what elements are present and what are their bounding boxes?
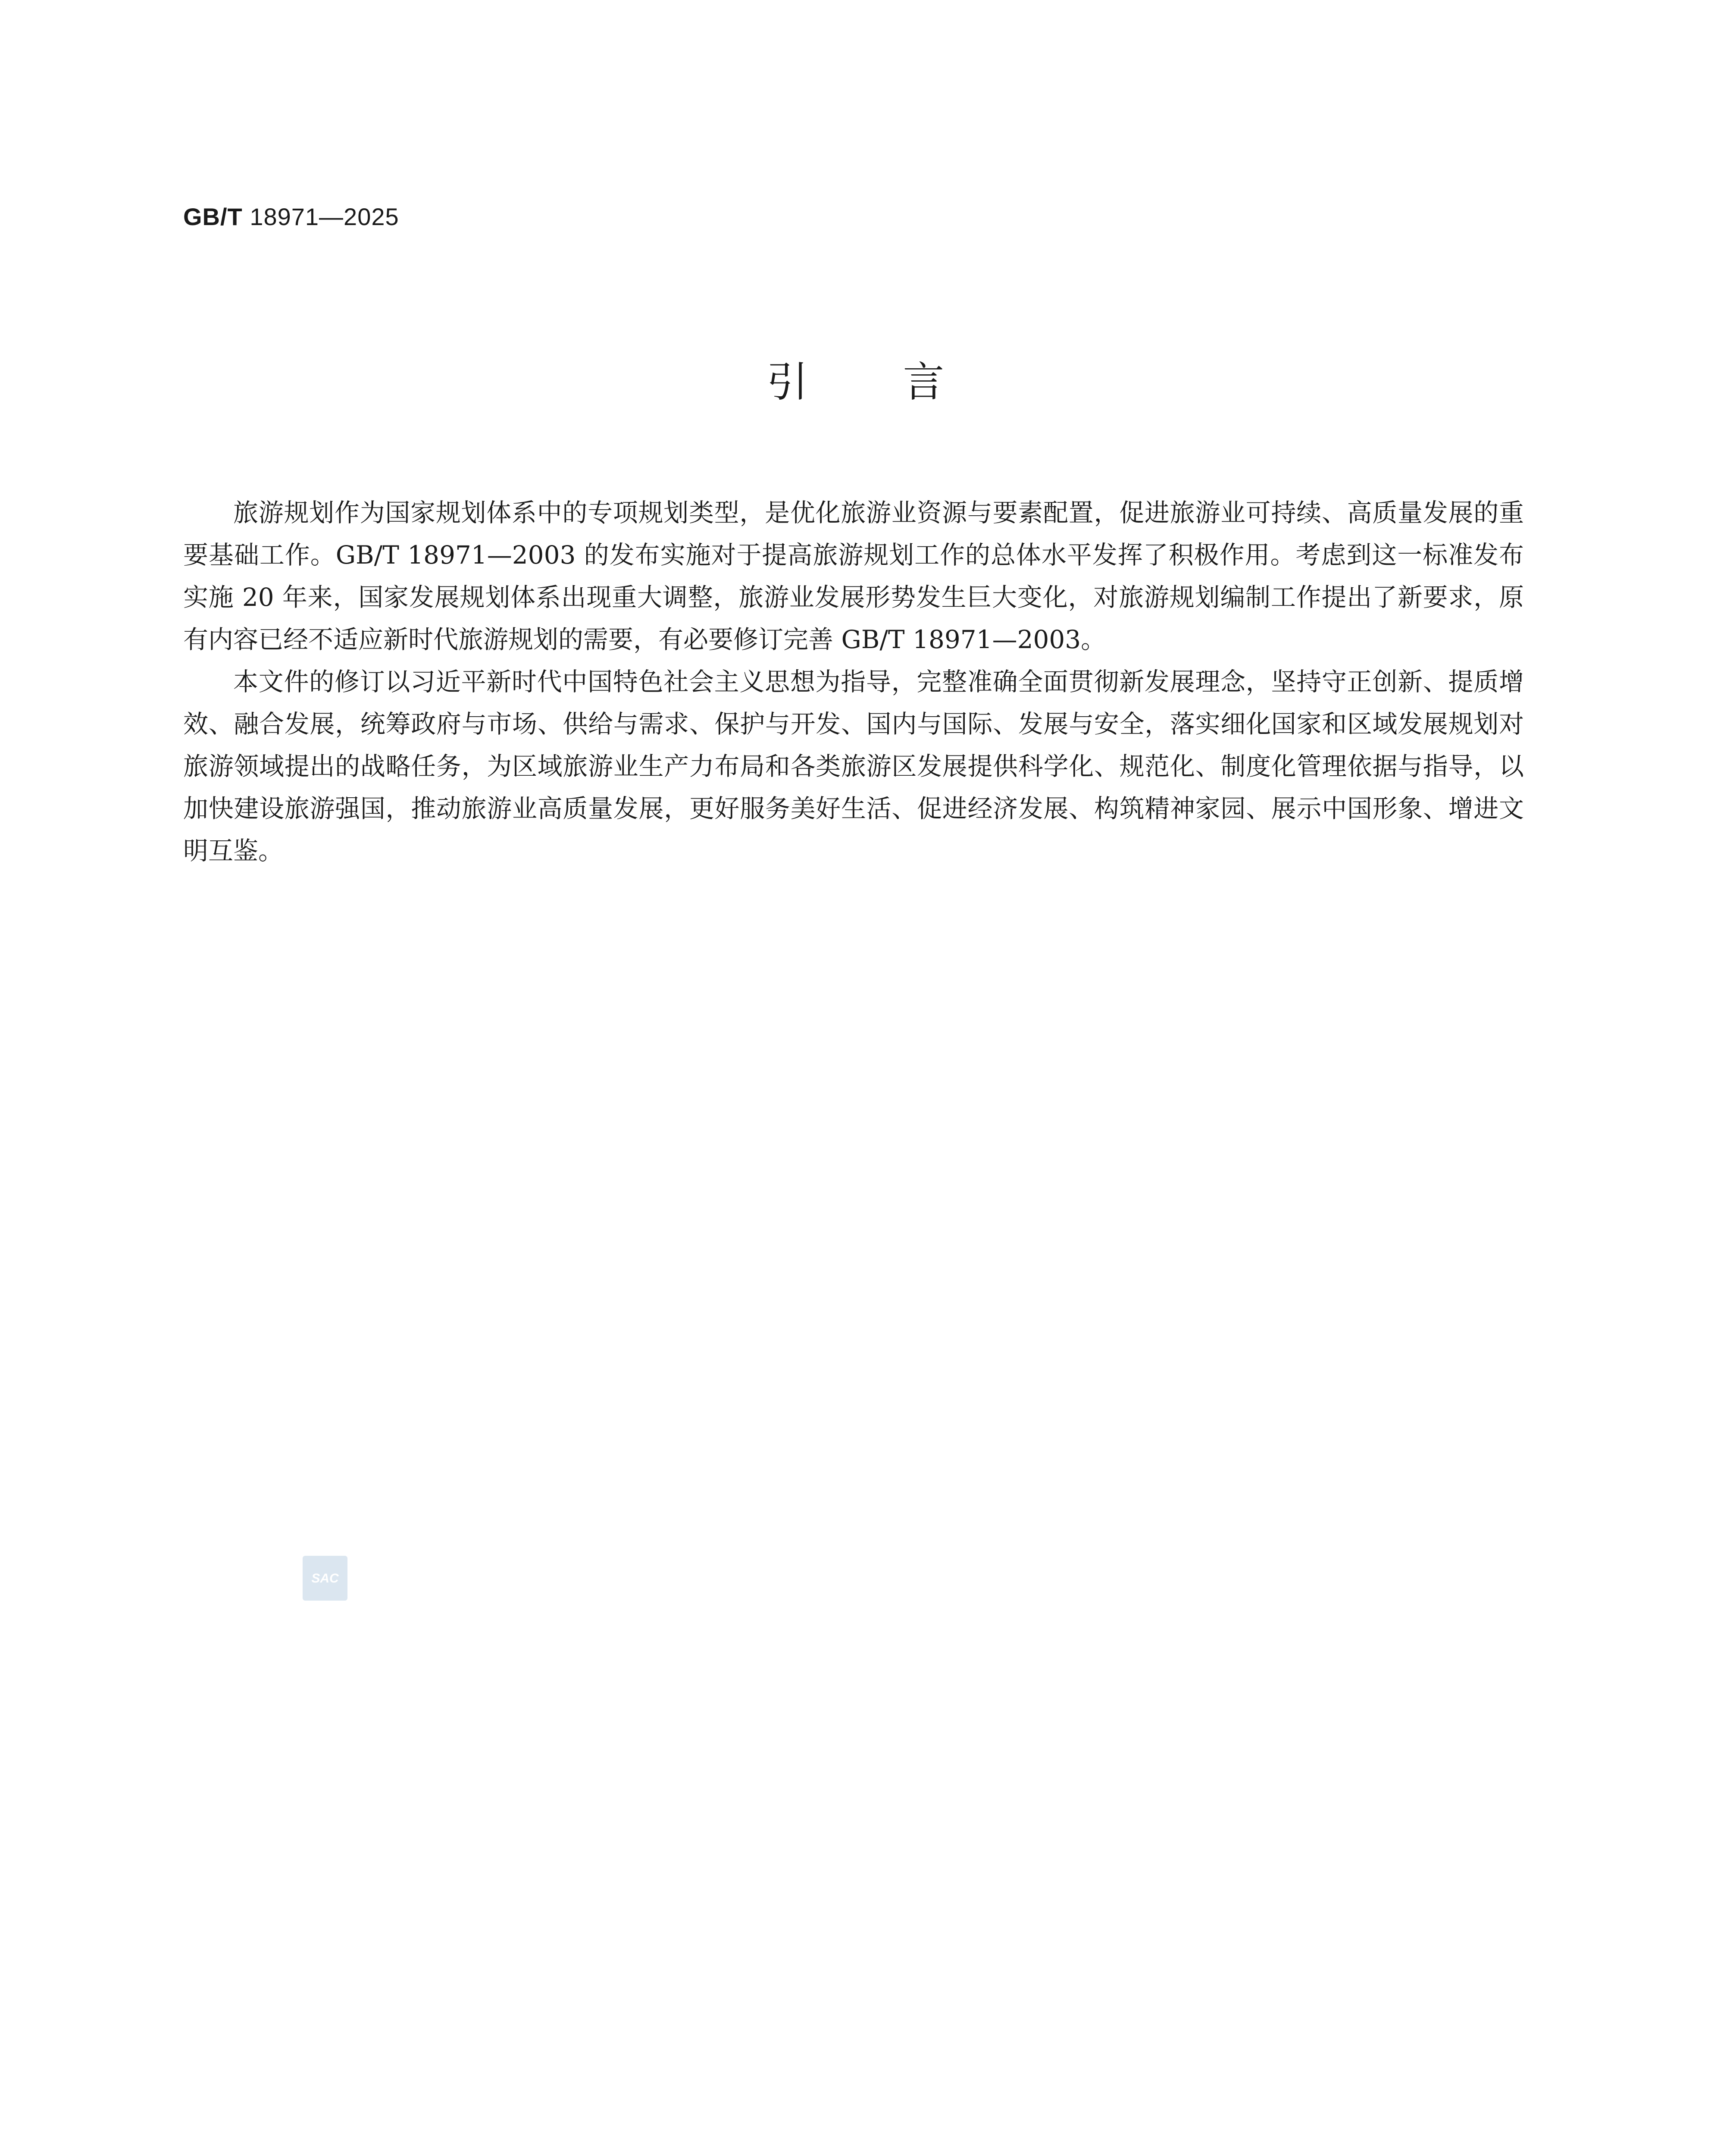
standard-code [183, 203, 399, 231]
sac-logo-text: SAC [311, 1571, 339, 1586]
introduction-body [183, 492, 1524, 872]
paragraph-2: 本文件的修订以习近平新时代中国特色社会主义思想为指导，完整准确全面贯彻新发展理念，坚持守正创新、提质增效、融合发展，统筹政府与市场、供给与需求、保护与开发、国内与国际、发展与安全，落实细化国家和区域发展规划对旅游领域提出的战略任务，为区域旅游业生产力布局和各类旅游区发展提供科学化、规范化、制度化管理依据与指导，以加快建设旅游强国，推动旅游业高质量发展，更好服务美好生活、促进经济发展、构筑精神家园、展示中国形象、增进文明互鉴。 [183, 667, 1524, 865]
standard-prefix: GB/T [183, 203, 243, 230]
paragraph-1: 旅游规划作为国家规划体系中的专项规划类型，是优化旅游业资源与要素配置，促进旅游业可持续、高质量发展的重要基础工作。GB/T 18971—2003 的发布实施对于提高旅游规划工作的总体水平发挥了积极作用。考虑到这一标准发布实施 20 年来，国家发展规划体系出现重大调整，旅游业发展形势发生巨大变化，对旅游规划编制工作提出了新要求，原有内容已经不适应新时代旅游规划的需要，有必要修订完善 GB/T 18971—2003。 [183, 498, 1524, 654]
section-title: 引言 [766, 358, 1039, 406]
standard-number: 18971—2025 [250, 203, 399, 230]
sac-watermark-logo [303, 1556, 347, 1601]
sac-logo-icon [306, 1565, 344, 1591]
